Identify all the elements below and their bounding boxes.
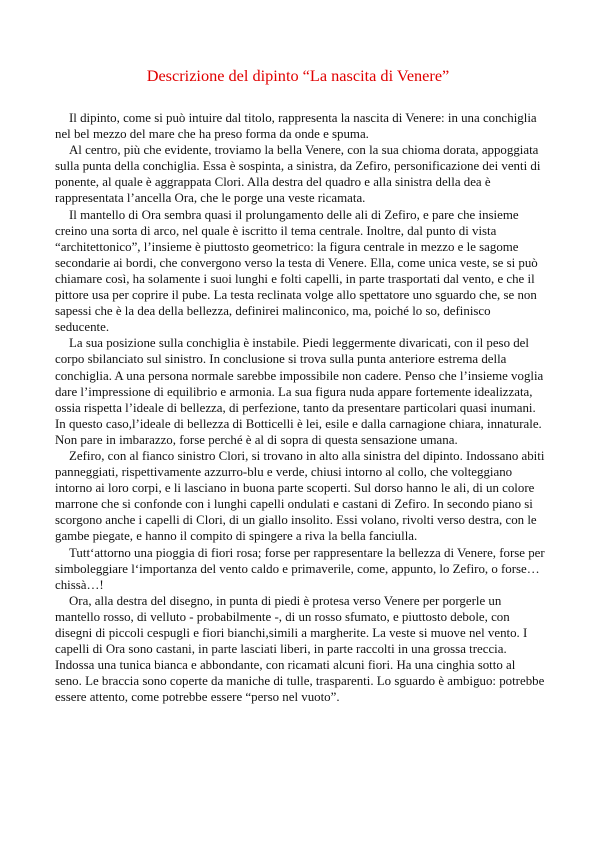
paragraph: Il mantello di Ora sembra quasi il prolungamento delle ali di Zefiro, e pare che insieme creino una sorta di arco, nel quale è iscritto il tema centrale. Inoltre, dal punto di vista “architettonico”, l’insieme è piuttosto geometrico: la figura centrale in mezzo e le sagome secondarie ai bordi, che convergono verso la testa di Venere. Ella, come unica veste, se si può chiamare così, ha solamente i suoi lunghi e folti capelli, in parte trasportati dal vento, e che il pittore usa per coprire il pube. La testa reclinata volge allo spettatore uno sguardo che, se non sapessi che è la dea della bellezza, definirei malinconico, ma, poiché lo so, definisco seducente. [55, 207, 538, 335]
document-body [55, 110, 545, 705]
paragraph: Il dipinto, come si può intuire dal titolo, rappresenta la nascita di Venere: in una conchiglia nel bel mezzo del mare che ha preso forma da onde e spuma. [55, 111, 537, 142]
paragraph: Al centro, più che evidente, troviamo la bella Venere, con la sua chioma dorata, appoggiata sulla punta della conchiglia. Essa è sospinta, a sinistra, da Zefiro, personificazione dei venti di ponente, al quale è aggrappata Clori. Alla destra del quadro e alla sinistra della dea è rappresentata l’ancella Ora, che le porge una veste ricamata. [55, 143, 541, 206]
page-title: Descrizione del dipinto “La nascita di Venere” [146, 66, 450, 85]
paragraph: La sua posizione sulla conchiglia è instabile. Piedi leggermente divaricati, con il peso del corpo sbilanciato sul sinistro. In conclusione si trova sulla punta anteriore estrema della conchiglia. A una persona normale sarebbe impossibile non cadere. Penso che l’insieme voglia dare l’impressione di equilibrio e armonia. La sua figura nuda appare fortemente idealizzata, ossia rispetta l’ideale di bellezza, di perfezione, tanto da presentare particolari quasi inumani. In questo caso,l’ideale di bellezza di Botticelli è lei, esile e dalla carnagione chiara, innaturale. Non pare in imbarazzo, forse perché è al di sopra di questa sensazione umana. [55, 336, 544, 447]
paragraph: Tutt‘attorno una pioggia di fiori rosa; forse per rappresentare la bellezza di Venere, forse per simboleggiare l‘importanza del vento caldo e primaverile, come, appunto, lo Zefiro, o forse…chissà…! [55, 545, 545, 592]
paragraph: Ora, alla destra del disegno, in punta di piedi è protesa verso Venere per porgerle un mantello rosso, di velluto - probabilmente -, di un rosso sfumato, e piuttosto debole, con disegni di piccoli cespugli e fiori bianchi,simili a margherite. La veste si muove nel vento. I capelli di Ora sono castani, in parte lasciati liberi, in parte raccolti in una grossa treccia. Indossa una tunica bianca e abbondante, con ricamati alcuni fiori. Ha una cinghia sotto al seno. Le braccia sono coperte da maniche di tulle, trasparenti. Lo sguardo è ambiguo: potrebbe essere attento, come potrebbe essere “perso nel vuoto”. [55, 593, 545, 705]
paragraph: Zefiro, con al fianco sinistro Clori, si trovano in alto alla sinistra del dipinto. Indossano abiti panneggiati, rispettivamente azzurro-blu e verde, chiusi intorno al collo, che volteggiano intorno ai loro corpi, e li lasciano in buona parte scoperti. Sul dorso hanno le ali, di un colore marrone che si confonde con i lunghi capelli ondulati e castani di Zefiro. In secondo piano si scorgono anche i capelli di Clori, di un giallo insolito. Essi volano, rivolti verso destra, con le gambe piegate, e hanno il compito di spingere a riva la bella fanciulla. [55, 448, 545, 544]
